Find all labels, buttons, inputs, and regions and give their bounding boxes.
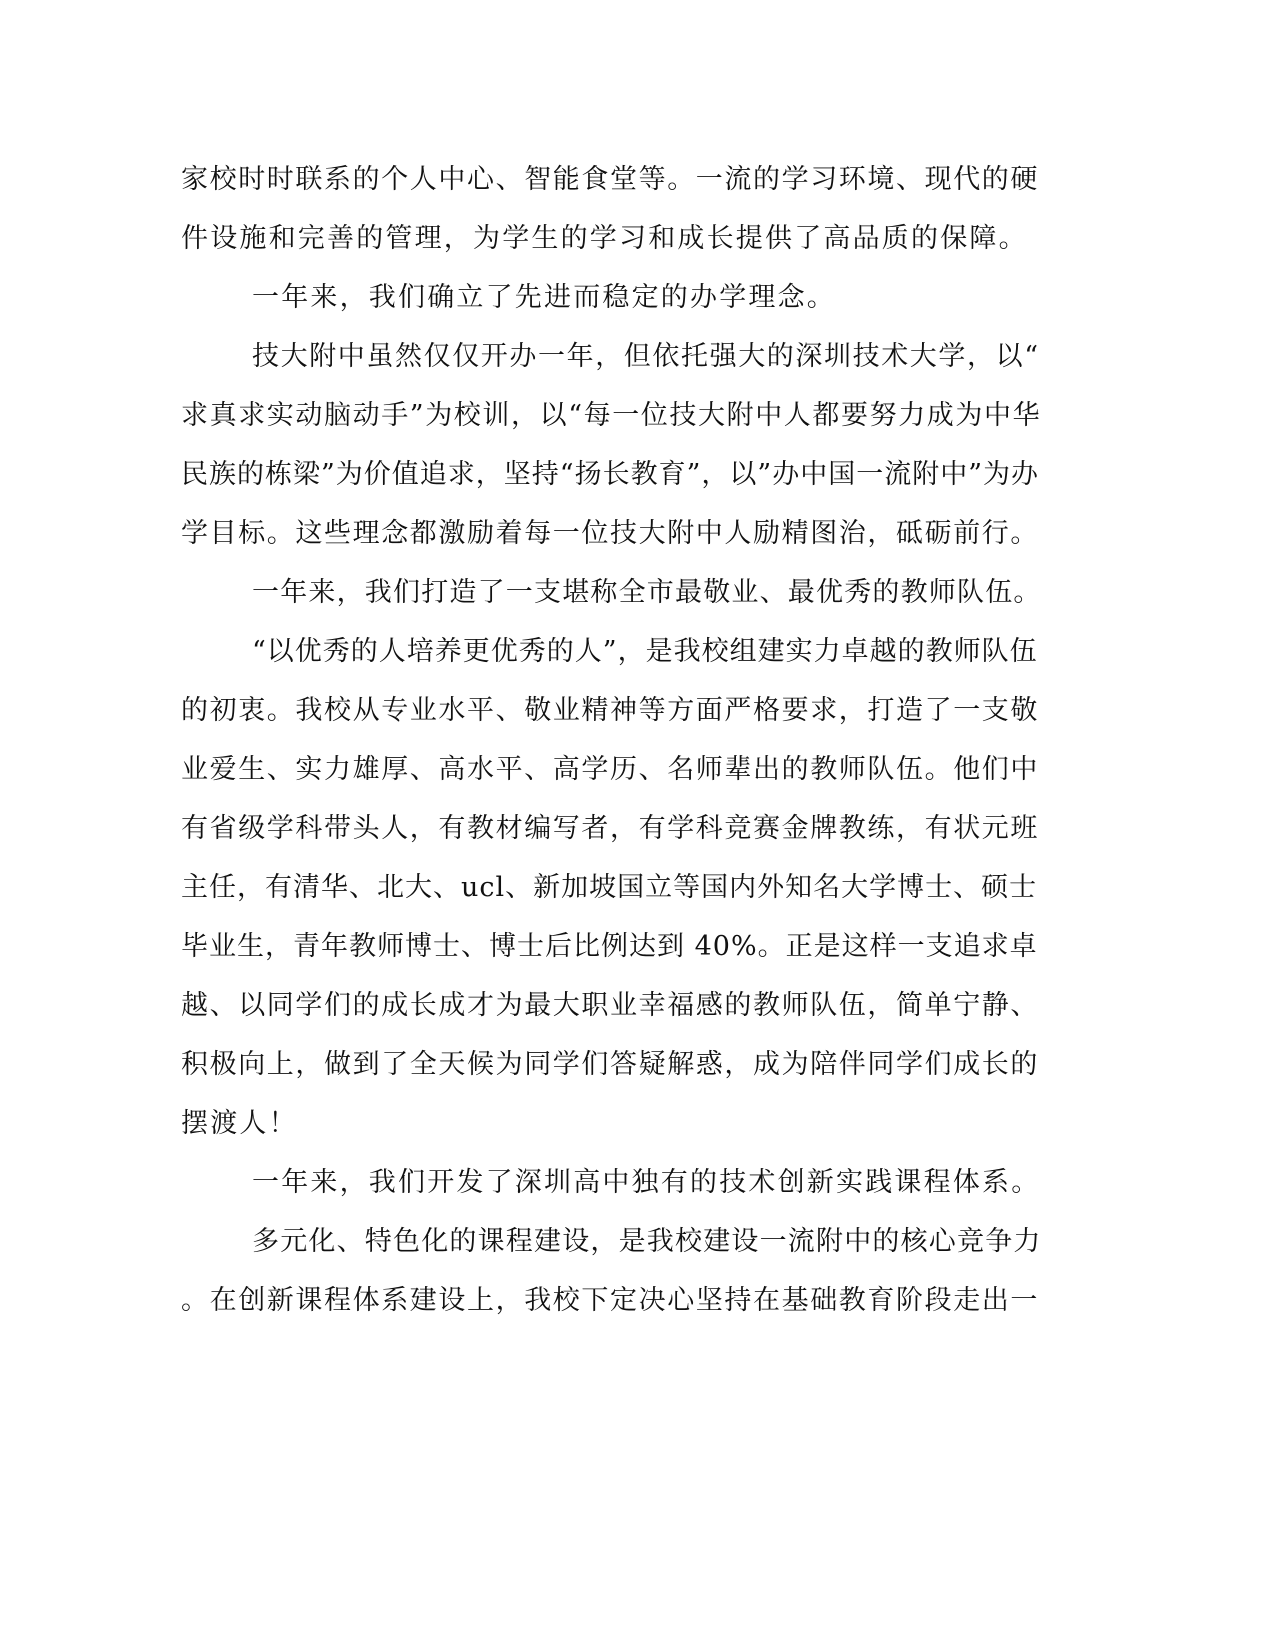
text-line: 有省级学科带头人，有教材编写者，有学科竞赛金牌教练，有状元班 [181, 813, 1039, 844]
text-line: “以优秀的人培养更优秀的人”，是我校组建实力卓越的教师队伍 [252, 636, 1038, 667]
text-line: 毕业生，青年教师博士、博士后比例达到 40%。正是这样一支追求卓 [181, 931, 1038, 962]
text-line: 多元化、特色化的课程建设，是我校建设一流附中的核心竞争力 [252, 1226, 1042, 1257]
text-line: 主任，有清华、北大、ucl、新加坡国立等国内外知名大学博士、硕士 [181, 872, 1038, 903]
text-line: 的初衷。我校从专业水平、敬业精神等方面严格要求，打造了一支敬 [181, 695, 1039, 726]
text-line: 。在创新课程体系建设上，我校下定决心坚持在基础教育阶段走出一 [181, 1285, 1039, 1316]
text-line: 求真求实动脑动手”为校训，以“每一位技大附中人都要努力成为中华 [181, 400, 1042, 431]
text-line: 家校时时联系的个人中心、智能食堂等。一流的学习环境、现代的硬 [181, 164, 1039, 195]
text-line: 摆渡人！ [181, 1108, 298, 1139]
text-line: 技大附中虽然仅仅开办一年，但依托强大的深圳技术大学，以“ [252, 341, 1040, 372]
text-line: 件设施和完善的管理，为学生的学习和成长提供了高品质的保障。 [181, 223, 1028, 254]
text-line: 学目标。这些理念都激励着每一位技大附中人励精图治，砥砺前行。 [181, 518, 1039, 549]
paragraph-heading: 一年来，我们确立了先进而稳定的办学理念。 [252, 282, 836, 313]
paragraph-heading: 一年来，我们打造了一支堪称全市最敬业、最优秀的教师队伍。 [252, 577, 1042, 608]
text-line: 积极向上，做到了全天候为同学们答疑解惑，成为陪伴同学们成长的 [181, 1049, 1039, 1080]
text-line: 民族的栋梁”为价值追求，坚持“扬长教育”，以”办中国一流附中”为办 [181, 459, 1040, 490]
text-line: 越、以同学们的成长成才为最大职业幸福感的教师队伍，简单宁静、 [181, 990, 1039, 1021]
paragraph-heading: 一年来，我们开发了深圳高中独有的技术创新实践课程体系。 [252, 1167, 1041, 1198]
text-line: 业爱生、实力雄厚、高水平、高学历、名师辈出的教师队伍。他们中 [181, 754, 1039, 785]
